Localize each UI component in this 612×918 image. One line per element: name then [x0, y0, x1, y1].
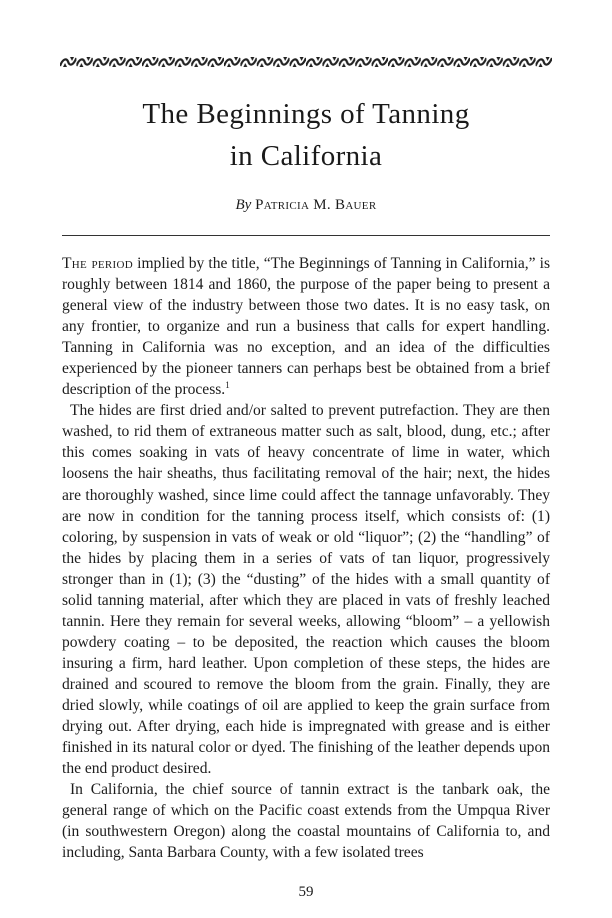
paragraph-3: In California, the chief source of tannin extract is the tanbark oak, the general range of which on the Pacific coast extends from the Umpqua River (in southwestern Oregon) along the coastal mountains of California to, and including, Santa Barbara County, with a few isolated trees	[62, 781, 550, 862]
article-title-line-1: The Beginnings of Tanning	[142, 98, 470, 130]
decorative-border-icon	[60, 52, 552, 72]
paragraph-1-text: implied by the title, “The Beginnings of Tanning in California,” is roughly between 1814 and 1860, the purpose of the paper being to present a general view of the industry between those two dates. It is no easy task, on any frontier, to organize and run a business that calls for expert handling. Tanning in California was no exception, and an idea of the difficulties experienced by the pioneer tanners can perhaps best be obtained from a brief description of the process.	[62, 255, 551, 399]
paragraph-2: The hides are first dried and/or salted to prevent putrefaction. They are then washed, to rid them of extraneous matter such as salt, blood, dung, etc.; after this comes soaking in vats of heavy concentrate of lime in water, which loosens the hair sheaths, thus facilitating removal of the hair; next, the hides are thoroughly washed, since lime could affect the tannage unfavorably. They are now in condition for the tanning process itself, which consists of: (1) coloring, by suspension in vats of weak or old “liquor”; (2) the “handling” of the hides by placing them in a series of vats of tan liquor, progressively stronger than in (1); (3) the “dusting” of the hides with a small quantity of solid tanning material, after which they are placed in vats of freshly leached tannin. Here they remain for several weeks, allowing “bloom” – a yellowish powdery coating – to be deposited, the reaction which causes the bloom insuring a firm, hard leather. Upon completion of these steps, the hides are drained and scoured to remove the bloom from the grain. Finally, they are dried slowly, while coatings of oil are applied to keep the grain surface from drying out. After drying, each hide is impregnated with grease and is either finished in its natural color or dyed. The finishing of the leather depends upon the end product desired.	[62, 402, 550, 778]
page-number: 59	[298, 884, 314, 900]
footnote-marker[interactable]: 1	[225, 380, 230, 391]
byline-prefix: By	[235, 197, 252, 213]
article-body	[62, 253, 550, 863]
paragraph-1	[62, 253, 550, 400]
divider-rule	[62, 235, 550, 236]
article-title-line-2: in California	[229, 140, 383, 172]
lead-in: The period	[62, 255, 134, 272]
author-name: Patricia M. Bauer	[255, 197, 377, 213]
byline	[0, 197, 612, 214]
